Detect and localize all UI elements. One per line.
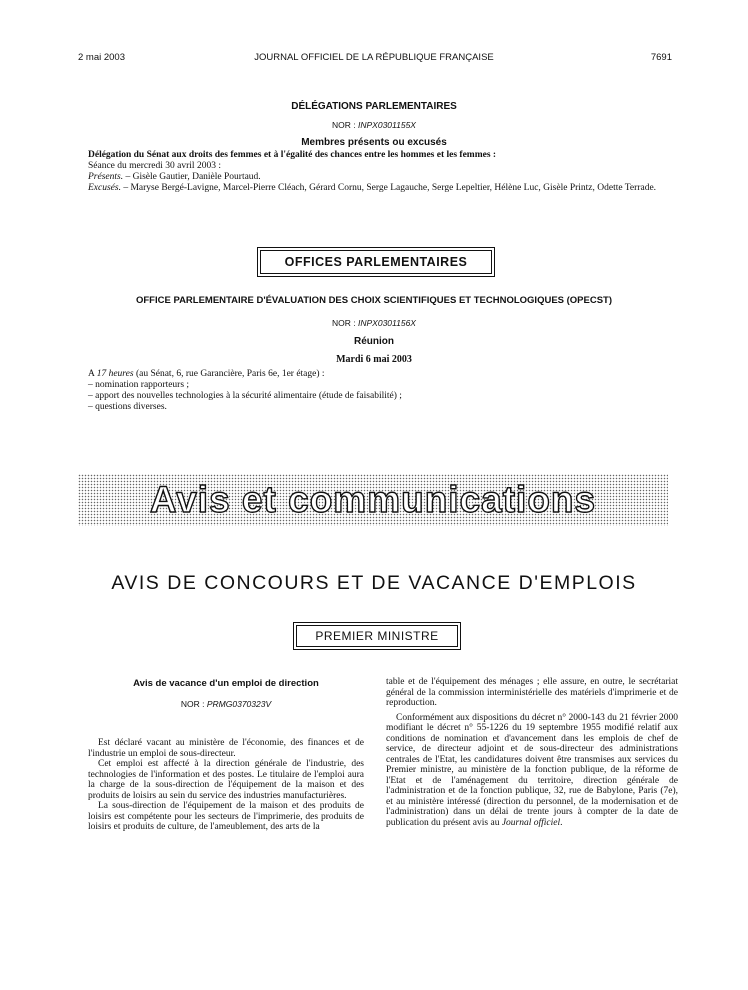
agenda-item: – apport des nouvelles technologies à la sécurité alimentaire (étude de faisabilité) ; <box>88 391 402 401</box>
offices-box <box>257 247 495 277</box>
presents-line: Présents. – Gisèle Gautier, Danièle Pourtaud. <box>88 172 261 182</box>
notice-paragraph: Est déclaré vacant au ministère de l'économie, des finances et de l'industrie un emploi de sous-directeur. <box>88 738 364 759</box>
office-title: OFFICE PARLEMENTAIRE D'ÉVALUATION DES CHOIX SCIENTIFIQUES ET TECHNOLOGIQUES (OPECST) <box>135 295 613 306</box>
delegation-name: Délégation du Sénat aux droits des femmes et à l'égalité des chances entre les hommes et les femmes : <box>88 150 497 160</box>
office-time-place: A 17 heures (au Sénat, 6, rue Garancière, Paris 6e, 1er étage) : <box>88 369 325 379</box>
office-agenda <box>88 369 678 413</box>
office-subtitle: Réunion <box>354 336 394 347</box>
offices-box-title: OFFICES PARLEMENTAIRES <box>260 250 492 274</box>
excuses-line: Excusés. – Maryse Bergé-Lavigne, Marcel-Pierre Cléach, Gérard Cornu, Serge Lagauche, Serge Lepeltier, Hélène Luc, Gisèle Printz, Odette Terrade. <box>88 183 657 193</box>
avis-section-title: AVIS DE CONCOURS ET DE VACANCE D'EMPLOIS <box>111 572 637 594</box>
notice-nor: NOR : PRMG0370323V <box>180 699 272 709</box>
notice-title: Avis de vacance d'un emploi de direction <box>133 678 319 689</box>
header-journal-title: JOURNAL OFFICIEL DE LA RÉPUBLIQUE FRANÇAISE <box>254 52 494 63</box>
office-meeting-date: Mardi 6 mai 2003 <box>336 354 412 365</box>
premier-ministre-title: PREMIER MINISTRE <box>296 625 458 647</box>
notice-continuation: table et de l'équipement des ménages ; elle assure, en outre, le secrétariat général de la commission interministérielle des matériels d'imprimerie et de reproduction. <box>386 677 678 708</box>
header-date: 2 mai 2003 <box>78 52 126 63</box>
notice-left-column <box>88 738 364 833</box>
notice-paragraph: Cet emploi est affecté à la direction générale de l'industrie, des technologies de l'information et des postes. Le titulaire de l'emploi aura la charge de la sous-direction de l'équipement de la maison et des produits de loisirs au sein du service des industries manufacturières. <box>88 759 364 801</box>
notice-right-column <box>386 677 678 828</box>
delegations-subtitle: Membres présents ou excusés <box>301 137 447 148</box>
premier-ministre-box <box>293 622 461 650</box>
journal-name: Journal officiel <box>501 817 561 828</box>
delegations-nor: NOR : INPX0301155X <box>332 120 416 130</box>
seance-date: Séance du mercredi 30 avril 2003 : <box>88 161 221 171</box>
notice-paragraph: La sous-direction de l'équipement de la maison et des produits de loisirs est compétente pour les secteurs de l'imprimerie, des produits de loisirs et produits de culture, de l'ameublement, des arts de la <box>88 801 364 832</box>
header-page-number: 7691 <box>650 52 672 63</box>
office-nor: NOR : INPX0301156X <box>332 318 416 328</box>
delegations-body <box>88 150 678 194</box>
avis-banner <box>78 474 668 526</box>
agenda-item: – questions diverses. <box>88 402 167 412</box>
notice-paragraph: Conformément aux dispositions du décret n° 2000-143 du 21 février 2000 modifiant le décret n° 55-1226 du 19 septembre 1955 modifié relatif aux conditions de nomination et d'avancement dans les emplois de chef de service, de directeur adjoint et de sous-directeur des administrations centrales de l'Etat, les candidatures doivent être transmises aux services du Premier ministre, au ministère de la fonction publique, de la réforme de l'Etat et de l'aménagement du territoire, direction générale de l'administration et de la fonction publique, 32, rue de Babylone, Paris (7e), et au ministère intéressé (direction du personnel, de la modernisation et de l'administration) dans un délai de trente jours à compter de la date de publication du présent avis au Journal officiel. <box>386 712 678 828</box>
agenda-item: – nomination rapporteurs ; <box>88 380 190 390</box>
delegations-title: DÉLÉGATIONS PARLEMENTAIRES <box>291 101 457 112</box>
avis-banner-title: Avis et communications <box>149 479 597 520</box>
